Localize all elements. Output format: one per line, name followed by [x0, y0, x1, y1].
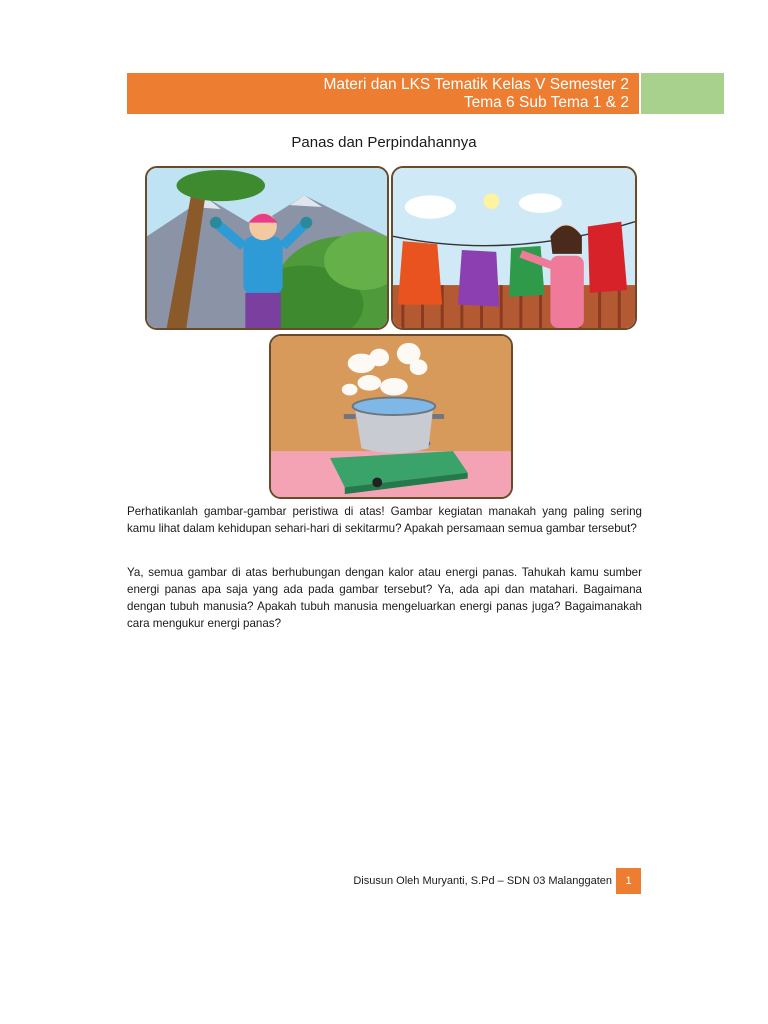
header-accent-block [641, 73, 724, 114]
illustration-drying-clothes [391, 166, 637, 330]
footer-credit: Disusun Oleh Muryanti, S.Pd – SDN 03 Malanggaten [353, 875, 612, 887]
illustration-boiling-pot [269, 334, 513, 499]
paragraph-1: Perhatikanlah gambar-gambar peristiwa di atas! Gambar kegiatan manakah yang paling sering kamu lihat dalam kehidupan sehari-hari di sekitarmu? Apakah persamaan semua gambar tersebut? [127, 505, 642, 535]
paragraph-2: Ya, semua gambar di atas berhubungan dengan kalor atau energi panas. Tahukah kamu sumber energi panas apa saja yang ada pada gambar tersebut? Ya, ada api dan matahari. Bagaimana dengan tubuh manusia? Apakah tubuh manusia mengeluarkan energi panas juga? Bagaimanakah cara mengukur energi panas? [127, 566, 642, 630]
header-line-2: Tema 6 Sub Tema 1 & 2 [463, 94, 629, 111]
illustration-child-cold [145, 166, 389, 330]
header-line-1: Materi dan LKS Tematik Kelas V Semester 2 [323, 76, 629, 93]
page-title: Panas dan Perpindahannya [291, 134, 477, 151]
header-bar [127, 73, 639, 114]
page-number: 1 [616, 868, 641, 894]
